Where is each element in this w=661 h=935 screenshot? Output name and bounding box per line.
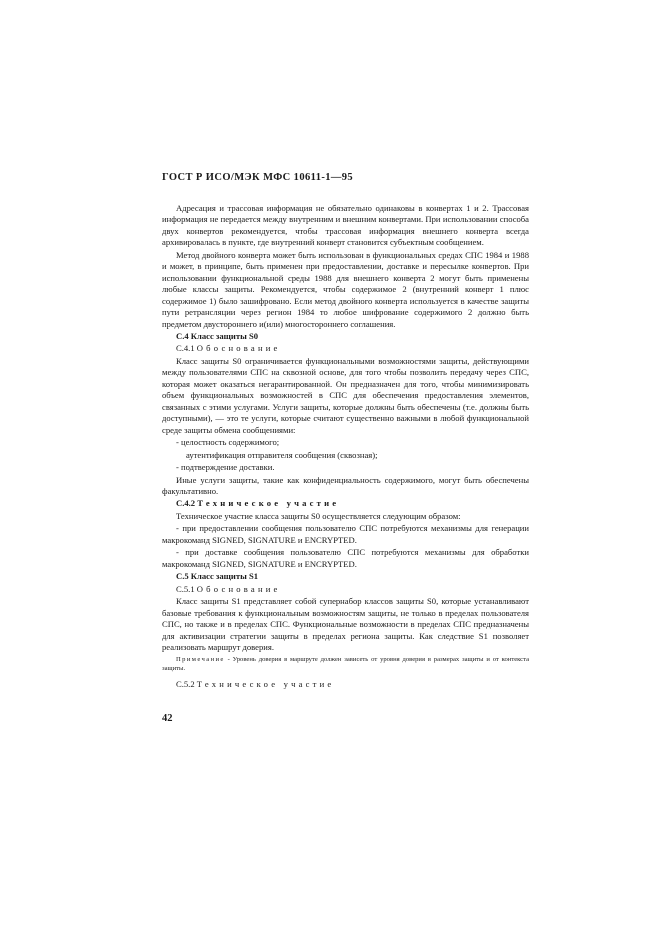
note-label: Примечание (176, 656, 225, 664)
section-heading-c4: С.4 Класс защиты S0 (176, 330, 259, 341)
subsection-heading-c42 (176, 498, 529, 510)
subsection-number: С.4.1 (176, 343, 195, 354)
paragraph: Метод двойного конверта может быть использован в функциональных средах СПС 1984 и 1988 и может, в принципе, быть применен при предоставлении, доставке и пересылке конвертов. При использовании функциональной среды 1988 для внешнего конверта 2 могут быть применены любые классы защиты. Рекомендуется, чтобы содержимое 2 (внутренний конверт 1 плюс содержимое 1) было зашифровано. Если метод двойного конверта используется в качестве защиты пути ретрансляции через регион 1984 то любое шифрование содержимого 2 должно быть предметом двустороннего и(или) многостороннего соглашения. (162, 249, 529, 329)
paragraph: Иные услуги защиты, такие как конфиденциальность содержимого, могут быть обеспечены факультативно. (162, 474, 529, 496)
paragraph: - при доставке сообщения пользователю СПС потребуются механизмы для обработки макрокоманд SIGNED, SIGNATURE и ENCRYPTED. (162, 547, 529, 569)
subsection-heading-c41 (176, 343, 529, 355)
subsection-number: С.5.1 (176, 583, 195, 594)
note (162, 655, 529, 673)
document-body (162, 203, 529, 692)
section-heading-c5: С.5 Класс защиты S1 (176, 571, 259, 582)
paragraph: Класс защиты S1 представляет собой супернабор классов защиты S0, которые устанавливают базовые требования к функциональным возможностям защиты, не только в пределах пользователя СПС, но также и в пределах СПС. Функциональные возможности в пределах СПС предназначены для активизации стратегии защиты в пределах региона защиты. Как следствие S1 позволяет реализовать маршрут доверия. (162, 596, 529, 652)
subsection-heading-c52 (176, 679, 529, 691)
subsection-title: Обоснование (196, 583, 281, 594)
paragraph: Класс защиты S0 ограничивается функциональными возможностями защиты, действующими между пользователями СПС на сквозной основе, для того чтобы позволить передачу через СПС, которая может оказаться негарантированной. Он предназначен для того, чтобы минимизировать объем функциональных возможностей в СПС для обеспечения предоставления элементов, связанных с этими услугами. Услуги защиты, которые должны быть обеспечены (т.е. должны быть доступными), — это те услуги, которые считают существенно важными в любой функциональной среде защиты обмена сообщениями: (162, 355, 529, 435)
list-item: аутентификация отправителя сообщения (сквозная); (186, 449, 378, 460)
subsection-number: С.4.2 (176, 498, 196, 509)
list-item: - подтверждение доставки. (176, 462, 275, 473)
subsection-title: Обоснование (196, 343, 281, 354)
note-text: - Уровень доверия в маршруте должен зависеть от уровня доверия в размерах защиты и от контекста защиты. (162, 656, 529, 673)
subsection-heading-c51 (176, 584, 529, 596)
subsection-title: Техническое участие (197, 498, 340, 509)
subsection-title: Техническое участие (196, 679, 335, 690)
document-header: ГОСТ Р ИСО/МЭК МФС 10611-1—95 (162, 172, 354, 183)
paragraph: Техническое участие класса защиты S0 осуществляется следующим образом: (176, 510, 461, 521)
page-number: 42 (162, 713, 173, 724)
paragraph: - при предоставлении сообщения пользователю СПС потребуются механизмы для генерации макрокоманд SIGNED, SIGNATURE и ENCRYPTED. (162, 523, 529, 545)
list-item: - целостность содержимого; (176, 437, 280, 448)
paragraph: Адресация и трассовая информация не обязательно одинаковы в конвертах 1 и 2. Трассовая информация не передается между внутренним и внешним конвертами. При использовании способа двух конвертов рекомендуется, чтобы трассовая информация внешнего конверта всегда архивировалась в пункте, где внутренний конверт становится субъектным сообщением. (162, 203, 529, 248)
subsection-number: С.5.2 (176, 679, 195, 690)
